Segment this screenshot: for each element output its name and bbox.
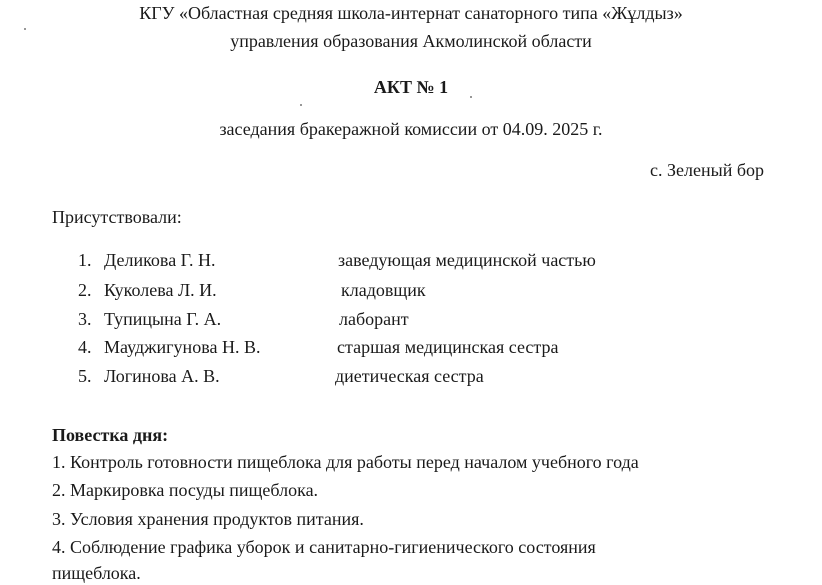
attendee-role: заведующая медицинской частью <box>338 250 596 270</box>
act-title: АКТ № 1 <box>373 77 449 97</box>
agenda-item: 2. Маркировка посуды пищеблока. <box>52 480 319 500</box>
attendee-number: 4. <box>78 337 92 357</box>
act-place: с. Зеленый бор <box>650 160 764 180</box>
attendee-row <box>78 280 217 301</box>
act-subtitle: заседания бракеражной комиссии от 04.09. 2025 г. <box>219 119 603 139</box>
attendee-number: 1. <box>78 250 92 270</box>
attendee-role: кладовщик <box>341 280 426 300</box>
org-name-line-2: управления образования Акмолинской области <box>230 31 592 51</box>
attendee-row <box>78 250 216 271</box>
agenda-item: 4. Соблюдение графика уборок и санитарно-гигиенического состояния <box>52 537 596 557</box>
attendee-name: Логинова А. В. <box>104 366 220 386</box>
agenda-item: 3. Условия хранения продуктов питания. <box>52 509 364 529</box>
attendee-number: 3. <box>78 309 92 329</box>
agenda-heading: Повестка дня: <box>52 425 169 445</box>
attendee-number: 5. <box>78 366 92 386</box>
attendee-name: Мауджигунова Н. В. <box>104 337 261 357</box>
attendee-row <box>78 309 221 330</box>
agenda-item: пищеблока. <box>52 563 141 583</box>
attendee-row <box>78 337 260 358</box>
attendee-role: диетическая сестра <box>335 366 484 386</box>
scan-speck <box>470 96 472 98</box>
attendee-role: старшая медицинская сестра <box>337 337 559 357</box>
attendee-name: Куколева Л. И. <box>104 280 217 300</box>
org-name-line-1: КГУ «Областная средняя школа-интернат санаторного типа «Жұлдыз» <box>139 3 683 23</box>
scan-speck <box>24 28 26 30</box>
scan-speck <box>300 104 302 106</box>
agenda-item: 1. Контроль готовности пищеблока для работы перед началом учебного года <box>52 452 639 472</box>
attendee-number: 2. <box>78 280 92 300</box>
attendee-name: Тупицына Г. А. <box>104 309 222 329</box>
attendees-heading: Присутствовали: <box>52 207 182 227</box>
attendee-name: Деликова Г. Н. <box>104 250 216 270</box>
attendee-row <box>78 366 220 387</box>
attendee-role: лаборант <box>339 309 409 329</box>
